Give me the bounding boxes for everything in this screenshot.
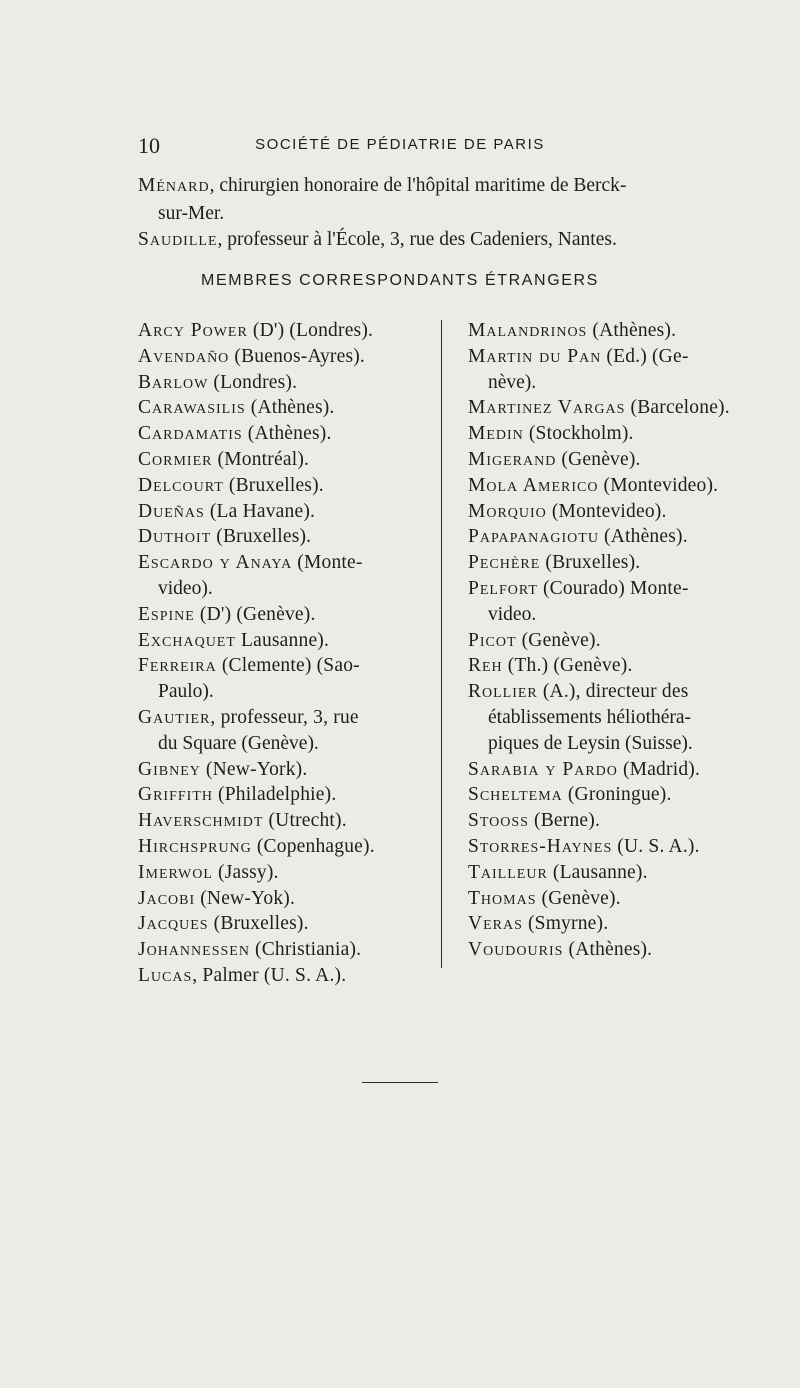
member-details-continuation: piques de Leysin (Suisse).: [488, 732, 693, 754]
member-entry: [138, 550, 428, 602]
member-details: (Athènes).: [587, 320, 677, 341]
member-entry: [138, 602, 428, 628]
member-entry: [468, 524, 758, 550]
member-name: Escardo y Anaya: [138, 552, 293, 574]
member-entry: [138, 421, 428, 447]
member-name: Sarabia y Pardo: [468, 758, 618, 780]
member-name: Duthoit: [138, 526, 212, 548]
member-entry: [468, 576, 758, 628]
member-name: Voudouris: [468, 939, 564, 961]
member-entry: [138, 963, 428, 989]
member-details: (Montevideo).: [598, 474, 719, 496]
member-name: Pelfort: [468, 577, 538, 599]
member-details: (Genève).: [516, 629, 601, 651]
page-header: [138, 133, 662, 157]
member-details-continuation: établissements héliothéra-: [488, 706, 692, 728]
member-entry: [468, 318, 758, 344]
member-name: Arcy Power: [138, 320, 248, 341]
member-details: (Bruxelles).: [223, 474, 324, 496]
member-name: Gautier: [138, 706, 211, 728]
member-name: Medin: [468, 423, 524, 445]
member-entry: [468, 344, 758, 396]
member-entry: [468, 499, 758, 525]
member-details: (Lausanne).: [547, 861, 648, 883]
member-name: Scheltema: [468, 784, 563, 806]
member-details: (Bruxelles).: [540, 552, 641, 574]
member-entry: [468, 421, 758, 447]
member-entry: [138, 834, 428, 860]
page-number: 10: [138, 133, 160, 158]
member-name: Griffith: [138, 784, 213, 806]
member-entry: [138, 318, 428, 344]
member-name: Cardamatis: [138, 423, 243, 445]
member-details: (Monte-: [292, 552, 363, 574]
left-column: [138, 318, 428, 989]
member-details: (Groningue).: [562, 784, 672, 806]
member-details: (Courado) Monte-: [537, 577, 689, 599]
member-details: (Clemente) (Sao-: [216, 655, 360, 677]
member-details: (New-Yok).: [195, 887, 296, 909]
member-entry: [138, 860, 428, 886]
member-details: (Utrecht).: [263, 810, 347, 832]
member-name: Cormier: [138, 448, 213, 470]
right-column: [468, 318, 758, 963]
member-name: Espine: [138, 603, 195, 625]
member-name: Hirchsprung: [138, 835, 252, 857]
member-details: (Jassy).: [212, 861, 279, 883]
member-details: (D') (Genève).: [194, 603, 316, 625]
member-name: Avendaño: [138, 345, 230, 367]
member-entry: [468, 911, 758, 937]
member-name: Jacobi: [138, 887, 196, 909]
member-entry: [468, 473, 758, 499]
entry-menard: [138, 172, 778, 228]
member-entry: [138, 628, 428, 654]
member-details-continuation: sur-Mer.: [158, 203, 225, 224]
member-entry: [468, 628, 758, 654]
member-name: Stooss: [468, 810, 529, 832]
member-details: (Athènes).: [563, 939, 653, 961]
member-details: (Genève).: [536, 887, 621, 909]
member-name: Exchaquet: [138, 629, 236, 651]
member-details: , professeur à l'École, 3, rue des Cadeniers, Nantes.: [217, 229, 617, 250]
member-entry: [138, 937, 428, 963]
member-name: Carawasilis: [138, 397, 246, 419]
member-details: , chirurgien honoraire de l'hôpital maritime de Berck-: [209, 175, 627, 196]
member-details: (Athènes).: [598, 526, 688, 548]
member-name: Imerwol: [138, 861, 213, 883]
member-details: (Stockholm).: [523, 423, 634, 445]
member-name: Martin du Pan: [468, 345, 602, 367]
member-details-continuation: nève).: [488, 371, 537, 393]
member-name: Barlow: [138, 371, 209, 393]
member-details: (Bruxelles).: [211, 526, 312, 548]
member-details: (Berne).: [528, 810, 601, 832]
member-name: Veras: [468, 913, 523, 935]
member-entry: [138, 705, 428, 757]
member-entry: [138, 473, 428, 499]
member-entry: [468, 653, 758, 679]
member-name: Johannessen: [138, 939, 250, 961]
member-entry: [138, 911, 428, 937]
member-details-continuation: video).: [158, 577, 213, 599]
member-entry: [468, 860, 758, 886]
running-title: SOCIÉTÉ DE PÉDIATRIE DE PARIS: [255, 136, 545, 153]
member-details: (A.), directeur des: [537, 681, 689, 703]
member-entry: [138, 370, 428, 396]
member-name: Jacques: [138, 913, 209, 935]
member-name: Migerand: [468, 448, 557, 470]
member-name: Morquio: [468, 500, 547, 522]
member-details: (Smyrne).: [522, 913, 609, 935]
member-details: Lausanne).: [235, 629, 330, 651]
member-name: Picot: [468, 629, 517, 651]
member-name: Reh: [468, 655, 503, 677]
member-entry: [138, 886, 428, 912]
member-entry: [138, 395, 428, 421]
member-entry: [138, 782, 428, 808]
member-details: (La Havane).: [204, 500, 316, 522]
member-name: Papapanagiotu: [468, 526, 599, 548]
member-details: , Palmer (U. S. A.).: [192, 964, 347, 986]
member-entry: [468, 782, 758, 808]
member-details: (Bruxelles).: [208, 913, 309, 935]
member-details: (Madrid).: [617, 758, 701, 780]
member-name: Lucas: [138, 964, 193, 986]
member-name: Storres-Haynes: [468, 835, 613, 857]
member-entry: [138, 499, 428, 525]
member-details: (New-York).: [200, 758, 308, 780]
member-entry: [468, 808, 758, 834]
member-details: (Christiania).: [249, 939, 362, 961]
member-name: Martinez Vargas: [468, 397, 626, 419]
member-details: (D') (Londres).: [247, 320, 374, 341]
member-name: Thomas: [468, 887, 537, 909]
member-details: (Barcelone).: [625, 397, 730, 419]
member-name: Haverschmidt: [138, 810, 264, 832]
member-entry: [138, 808, 428, 834]
member-entry: [468, 937, 758, 963]
member-details: (U. S. A.).: [612, 835, 700, 857]
member-entry: [138, 757, 428, 783]
member-details: (Buenos-Ayres).: [229, 345, 366, 367]
member-entry: [468, 757, 758, 783]
member-details: , professeur, 3, rue: [210, 706, 359, 728]
member-entry: [468, 447, 758, 473]
member-entry: [468, 886, 758, 912]
member-entry: [468, 550, 758, 576]
member-name: Gibney: [138, 758, 201, 780]
member-details: (Athènes).: [242, 423, 332, 445]
member-name: Dueñas: [138, 500, 205, 522]
member-name: Delcourt: [138, 474, 224, 496]
member-details-continuation: du Square (Genève).: [158, 732, 319, 754]
member-entry: [468, 395, 758, 421]
member-details: (Londres).: [208, 371, 298, 393]
member-name: Saudille: [138, 229, 218, 250]
end-rule: [362, 1082, 438, 1083]
member-entry: [138, 653, 428, 705]
member-name: Mola Americo: [468, 474, 599, 496]
member-entry: [468, 679, 758, 756]
member-details: (Th.) (Genève).: [502, 655, 633, 677]
member-details: (Montréal).: [212, 448, 310, 470]
member-details: (Genève).: [556, 448, 641, 470]
column-divider: [441, 320, 442, 968]
member-name: Malandrinos: [468, 320, 588, 341]
member-entry: [138, 447, 428, 473]
member-details: (Philadelphie).: [212, 784, 337, 806]
member-name: Tailleur: [468, 861, 548, 883]
section-title: MEMBRES CORRESPONDANTS ÉTRANGERS: [201, 272, 599, 289]
member-details: (Athènes).: [245, 397, 335, 419]
member-details: (Ed.) (Ge-: [601, 345, 689, 367]
member-entry: [138, 344, 428, 370]
member-details: (Montevideo).: [546, 500, 667, 522]
member-details-continuation: Paulo).: [158, 681, 214, 703]
member-name: Ferreira: [138, 655, 217, 677]
member-entry: [468, 834, 758, 860]
member-name: Ménard: [138, 175, 210, 196]
member-entry: [138, 524, 428, 550]
member-name: Pechère: [468, 552, 541, 574]
member-details: (Copenhague).: [251, 835, 375, 857]
member-name: Rollier: [468, 681, 538, 703]
entry-saudille: [138, 226, 778, 254]
member-details-continuation: video.: [488, 603, 537, 625]
